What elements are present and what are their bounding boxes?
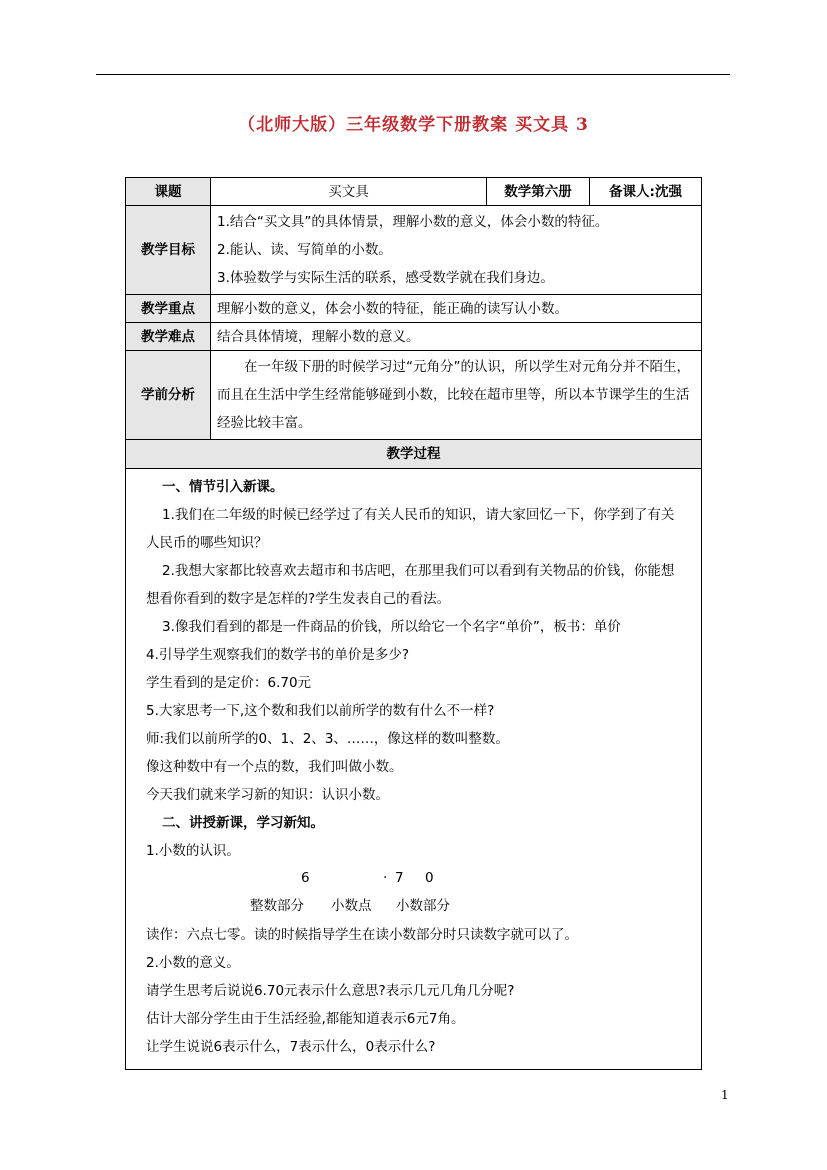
- difficulty-cell: 结合具体情境，理解小数的意义。: [211, 323, 702, 351]
- process-paragraph: 1.小数的认识。: [146, 843, 240, 859]
- process-paragraph: 今天我们就来学习新的知识：认识小数。: [146, 787, 389, 803]
- decimal-diagram-digits: [146, 865, 687, 893]
- key-row: [126, 295, 702, 323]
- document-title: （北师大版）三年级数学下册教案 买文具 3: [238, 115, 589, 135]
- analysis-text: 在一年级下册的时候学习过“元角分”的认识，所以学生对元角分并不陌生，而且在生活中学生经常能够碰到小数，比较在超市里等，所以本节课学生的生活经验比较丰富。: [217, 359, 690, 431]
- diagram-hundredths-digit: 0: [425, 870, 434, 886]
- process-paragraph: 让学生说说6表示什么，7表示什么，0表示什么?: [146, 1039, 436, 1055]
- goals-label: 教学目标: [126, 206, 211, 295]
- process-paragraph: 1.我们在二年级的时候已经学过了有关人民币的知识，请大家回忆一下，你学到了有关人民币的哪些知识？: [146, 507, 675, 551]
- decimal-diagram-labels: [146, 893, 687, 921]
- topic-value: 买文具: [211, 178, 487, 206]
- key-cell: 理解小数的意义，体会小数的特征，能正确的读写认小数。: [211, 295, 702, 323]
- process-paragraph: 师:我们以前所学的0、1、2、3、……，像这样的数叫整数。: [146, 731, 509, 747]
- process-row: [126, 469, 702, 1070]
- diagram-integer-digit: 6: [301, 870, 310, 886]
- diagram-decimal-point: ·: [383, 870, 388, 886]
- goal-item: 2.能认、读、写简单的小数。: [217, 242, 392, 258]
- diagram-tenths-digit: 7: [395, 870, 404, 886]
- section-heading: 二、讲授新课，学习新知。: [162, 815, 324, 831]
- process-paragraph: 读作：六点七零。读的时候指导学生在读小数部分时只读数字就可以了。: [146, 927, 578, 943]
- goals-cell: [211, 206, 702, 295]
- process-paragraph: 请学生思考后说说6.70元表示什么意思?表示几元几角几分呢?: [146, 983, 515, 999]
- process-heading-row: [126, 440, 702, 469]
- diagram-label-point: 小数点: [331, 898, 372, 914]
- analysis-label: 学前分析: [126, 351, 211, 440]
- process-paragraph: 5.大家思考一下,这个数和我们以前所学的数有什么不一样?: [146, 703, 495, 719]
- process-paragraph: 估计大部分学生由于生活经验,都能知道表示6元7角。: [146, 1011, 465, 1027]
- process-paragraph: 2.小数的意义。: [146, 955, 240, 971]
- diagram-label-integer: 整数部分: [250, 898, 304, 914]
- process-paragraph: 3.像我们看到的都是一件商品的价钱，所以给它一个名字“单价”，板书：单价: [162, 619, 621, 635]
- key-label: 教学重点: [126, 295, 211, 323]
- analysis-cell: [211, 351, 702, 440]
- process-paragraph: 4.引导学生观察我们的数学书的单价是多少?: [146, 647, 410, 663]
- book-cell: 数学第六册: [487, 178, 590, 206]
- process-paragraph: 2.我想大家都比较喜欢去超市和书店吧，在那里我们可以看到有关物品的价钱，你能想想看你看到的数字是怎样的?学生发表自己的看法。: [146, 563, 675, 607]
- process-paragraph: 像这种数中有一个点的数，我们叫做小数。: [146, 759, 403, 775]
- header-rule: [96, 74, 730, 75]
- difficulty-label: 教学难点: [126, 323, 211, 351]
- diagram-label-decimal: 小数部分: [396, 898, 450, 914]
- process-body: [126, 469, 702, 1070]
- preparer-cell: 备课人:沈强: [590, 178, 702, 206]
- analysis-row: [126, 351, 702, 440]
- page-number: 1: [721, 1088, 729, 1102]
- goal-item: 1.结合“买文具”的具体情景，理解小数的意义，体会小数的特征。: [217, 214, 609, 230]
- section-heading: 一、情节引入新课。: [162, 479, 284, 495]
- topic-label: 课题: [126, 178, 211, 206]
- goal-item: 3.体验数学与实际生活的联系，感受数学就在我们身边。: [217, 270, 554, 286]
- process-paragraph: 学生看到的是定价：6.70元: [146, 675, 312, 691]
- goals-row: [126, 206, 702, 295]
- process-heading: 教学过程: [126, 440, 702, 469]
- difficulty-row: [126, 323, 702, 351]
- lesson-plan-table: [125, 177, 702, 1070]
- header-row: [126, 178, 702, 206]
